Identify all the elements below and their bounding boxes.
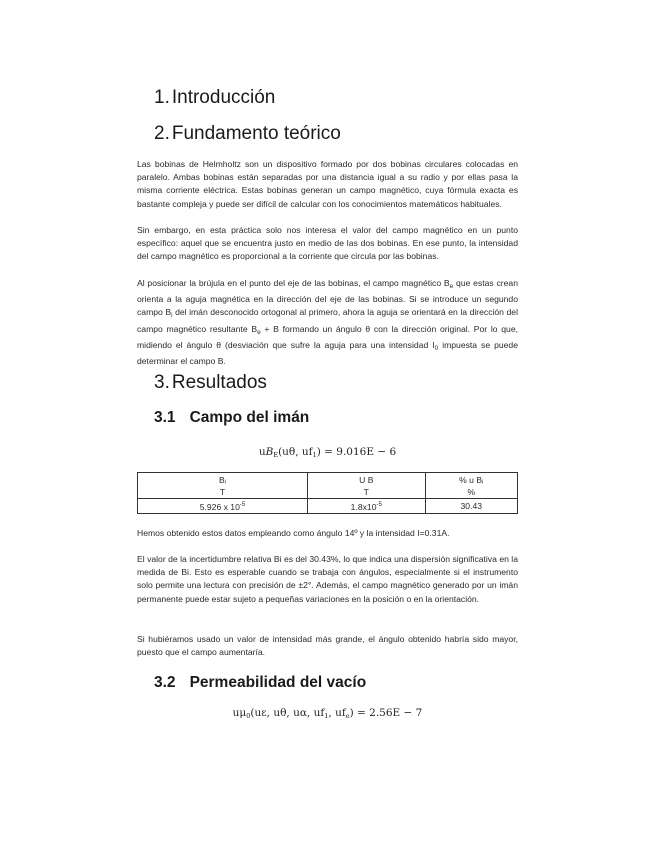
resultados-paragraph-1: Hemos obtenido estos datos empleando como ángulo 14º y la intensidad I=0.31A.: [137, 528, 450, 538]
table-unit-ub: T: [307, 486, 425, 499]
fundamento-paragraph-2: Sin embargo, en esta práctica solo nos interesa el valor del campo magnético en un punto específico: aquel que se encuentra justo en medio de las dos bobinas. En ese punto, la intensidad del campo magnético es proporcional a la corriente que circula por las bobinas.: [137, 225, 518, 262]
equation-campo: $uB_E(u\theta$, $uf_1) = 9.016E - 6$: [258, 446, 397, 459]
section-fundamento-heading: 2. Fundamento teórico: [154, 123, 341, 144]
table-header-ub: U B: [307, 473, 425, 487]
results-table: [137, 472, 518, 514]
section-resultados-heading: 3. Resultados: [154, 372, 267, 393]
resultados-paragraph-3: Si hubiéramos usado un valor de intensidad más grande, el ángulo obtenido habría sido mayor, puesto que el campo aumentaría.: [137, 634, 518, 658]
table-header-pct: % u Bᵢ: [425, 473, 517, 487]
table-header-bi: Bᵢ: [138, 473, 308, 487]
equation-permeabilidad: $u\mu_0(u\varepsilon$, uθ, uα, $uf_1$, $uf_e) = 2.56E - 7$: [232, 707, 423, 720]
fundamento-paragraph-1: Las bobinas de Helmholtz son un dispositivo formado por dos bobinas circulares colocadas en paralelo. Ambas bobinas están separadas por una distancia igual a su radio y por ellas pasa la misma corriente eléctrica. Estas bobinas generan un campo magnético, cuya fórmula exacta es bastante compleja y puede ser difícil de calcular con los conocimientos matemáticos habituales.: [137, 159, 518, 209]
table-unit-pct: %: [425, 486, 517, 499]
table-unit-bi: T: [138, 486, 308, 499]
table-cell-bi: 5.926 x $10^{-5}$: [138, 499, 308, 514]
table-cell-ub: $1.8x10^{-5}$: [307, 499, 425, 514]
subsection-permeabilidad-heading: 3.2 Permeabilidad del vacío: [154, 674, 367, 691]
section-introduccion-heading: 1. Introducción: [154, 87, 276, 108]
resultados-paragraph-2: El valor de la incertidumbre relativa Bi es del 30.43%, lo que indica una dispersión significativa en la medida de Bi. Esto es esperable cuando se trabaja con ángulos, especialmente si el instrumento solo permite una lectura con precisión de ±2°. Además, el campo magnético generado por un imán permanente puede estar sujeto a pequeñas variaciones en la posición o en la orientación.: [137, 554, 518, 604]
fundamento-paragraph-3: Al posicionar la brújula en el punto del eje de las bobinas, el campo magnético $B_e$ que estas crean orienta a la aguja magnética en la dirección del eje de las bobinas. Si se introduce un segundo campo $B_i$ del imán desconocido ortogonal al primero, ahora la aguja se orientará en la dirección del campo magnético resultante $B_e + B$ formando un ángulo θ con la dirección original. Por lo que, midiendo el ángulo θ (desviación que sufre la aguja para una intensidad $I_0$ impuesta se puede determinar el campo B.: [137, 278, 518, 367]
table-cell-pct: 30.43: [425, 499, 517, 514]
subsection-campo-iman-heading: 3.1 Campo del imán: [154, 409, 310, 426]
